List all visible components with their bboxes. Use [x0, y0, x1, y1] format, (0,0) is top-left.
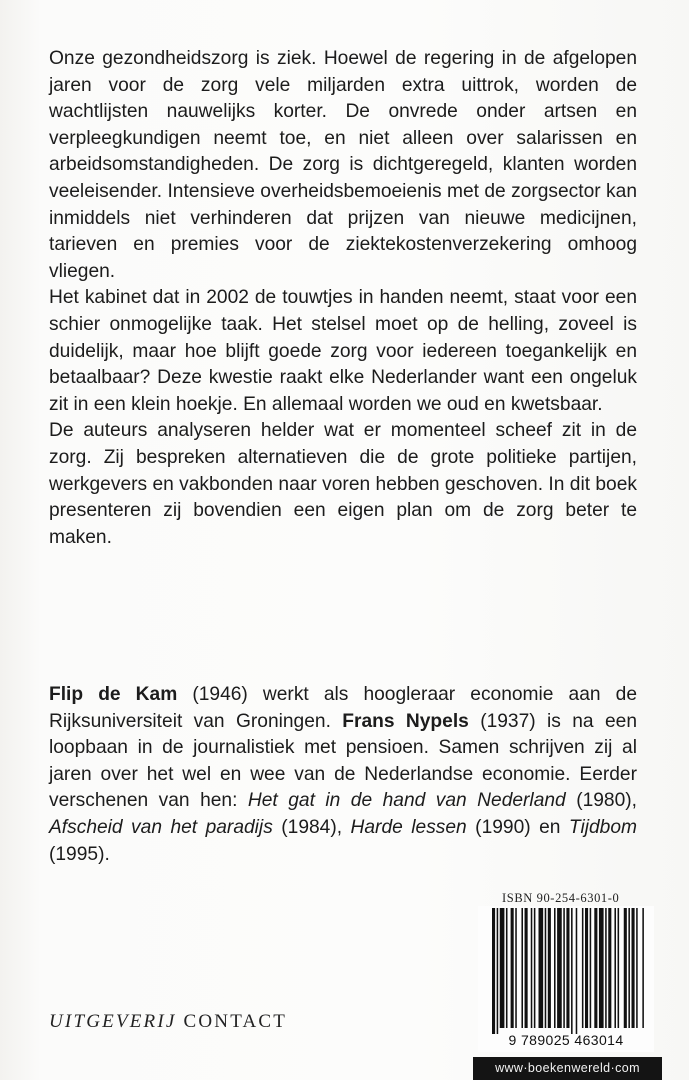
- blurb-paragraph-1: Onze gezondheidszorg is ziek. Hoewel de regering in de afgelopen jaren voor de zorg vele miljarden extra uittrok, worden de wachtlijsten nauwelijks korter. De onvrede onder artsen en verpleegkundigen neemt toe, en niet alleen over salarissen en arbeidsomstandigheden. De zorg is dichtgeregeld, klanten worden veeleisender. Intensieve overheidsbemoeienis met de zorgsector kan inmiddels niet verhinderen dat prijzen van nieuwe medicijnen, tarieven en premies voor de ziektekostenverzekering omhoog vliegen.: [49, 48, 637, 282]
- barcode-bar: [585, 908, 588, 1028]
- book-title-2: Afscheid van het paradijs: [49, 816, 273, 838]
- author-1-name: Flip de Kam: [49, 684, 178, 705]
- barcode-bar: [534, 908, 536, 1028]
- publisher-name-italic: UITGEVERIJ: [49, 1011, 177, 1032]
- barcode-bar: [628, 908, 630, 1028]
- barcode-bar: [599, 908, 604, 1028]
- barcode-bar: [608, 908, 611, 1028]
- barcode-bar: [618, 908, 620, 1028]
- barcode-bar: [632, 908, 635, 1028]
- book-title-4: Tijdbom: [568, 816, 637, 838]
- barcode-bar: [511, 908, 514, 1028]
- author-1-text: (1946) werkt als hoogleraar economie aan de Rijksuniversiteit van Groningen.: [49, 684, 637, 732]
- barcode-bar: [531, 908, 533, 1028]
- barcode-bar: [492, 908, 495, 1034]
- website-label: www·boekenwereld·com: [473, 1057, 662, 1080]
- barcode-bar: [576, 908, 578, 1034]
- barcode-bar: [636, 908, 638, 1028]
- barcode-bar: [497, 908, 499, 1034]
- barcode-bar: [525, 908, 528, 1028]
- book-title-3: Harde lessen: [350, 816, 467, 838]
- barcode-bar: [548, 908, 551, 1028]
- author-bio-paragraph: [49, 682, 637, 868]
- blurb-paragraph-3: De auteurs analyseren helder wat er momenteel scheef zit in de zorg. Zij bespreken alternatieven die de grote politieke partijen, werkgevers en vakbonden naar voren hebben geschoven. In dit boek presenteren zij bovendien een eigen plan om de zorg beter te maken.: [49, 420, 637, 548]
- barcode-bars: [478, 906, 654, 1034]
- book-year-2: (1984),: [272, 816, 351, 838]
- publisher-name-regular: CONTACT: [176, 1011, 288, 1032]
- publisher-name: [49, 1011, 287, 1033]
- author-2-name: Frans Nypels: [342, 710, 469, 732]
- barcode-bar: [566, 908, 569, 1028]
- blurb-paragraph-2: Het kabinet dat in 2002 de touwtjes in handen neemt, staat voor een schier onmogelijke taak. Het stelsel moet op de helling, zoveel is duidelijk, maar hoe blijft goede zorg voor iedereen toegankelijk en betaalbaar? Deze kwestie raakt elke Nederlander want een ongeluk zit in een klein hoekje. En allemaal worden we oud en kwetsbaar.: [49, 287, 637, 415]
- barcode-bar: [642, 908, 644, 1028]
- cover-blurb: [49, 46, 637, 551]
- author-2-text: (1937) is na een loopbaan in de journalistiek met pensioen. Samen schrijven zij al jaren over het wel en wee van de Nederlandse economie. Eerder verschenen van hen:: [49, 710, 637, 812]
- barcode-bar: [594, 908, 597, 1028]
- barcode-bar: [515, 908, 517, 1028]
- barcode-bar: [557, 908, 562, 1028]
- book-year-3: (1990) en: [466, 816, 569, 838]
- barcode-bar: [545, 908, 547, 1028]
- barcode-bar: [500, 908, 505, 1028]
- author-bio: [49, 682, 637, 868]
- barcode-bar: [571, 908, 573, 1034]
- barcode-bar: [554, 908, 556, 1028]
- book-year-1: (1980),: [565, 790, 637, 812]
- book-year-4: (1995).: [49, 843, 110, 865]
- barcode-bar: [614, 908, 616, 1028]
- barcode-bar: [521, 908, 523, 1028]
- barcode: [478, 906, 654, 1052]
- barcode-bar: [582, 908, 584, 1028]
- barcode-bar: [624, 908, 627, 1028]
- isbn-label: ISBN 90-254-6301-0: [502, 891, 620, 905]
- barcode-digits: 9 789025 463014: [508, 1032, 624, 1048]
- barcode-bar: [506, 908, 508, 1028]
- book-title-1: Het gat in de hand van Nederland: [247, 790, 566, 812]
- barcode-bar: [563, 908, 565, 1028]
- barcode-bar: [605, 908, 607, 1028]
- barcode-bar: [539, 908, 544, 1028]
- barcode-bar: [590, 908, 592, 1028]
